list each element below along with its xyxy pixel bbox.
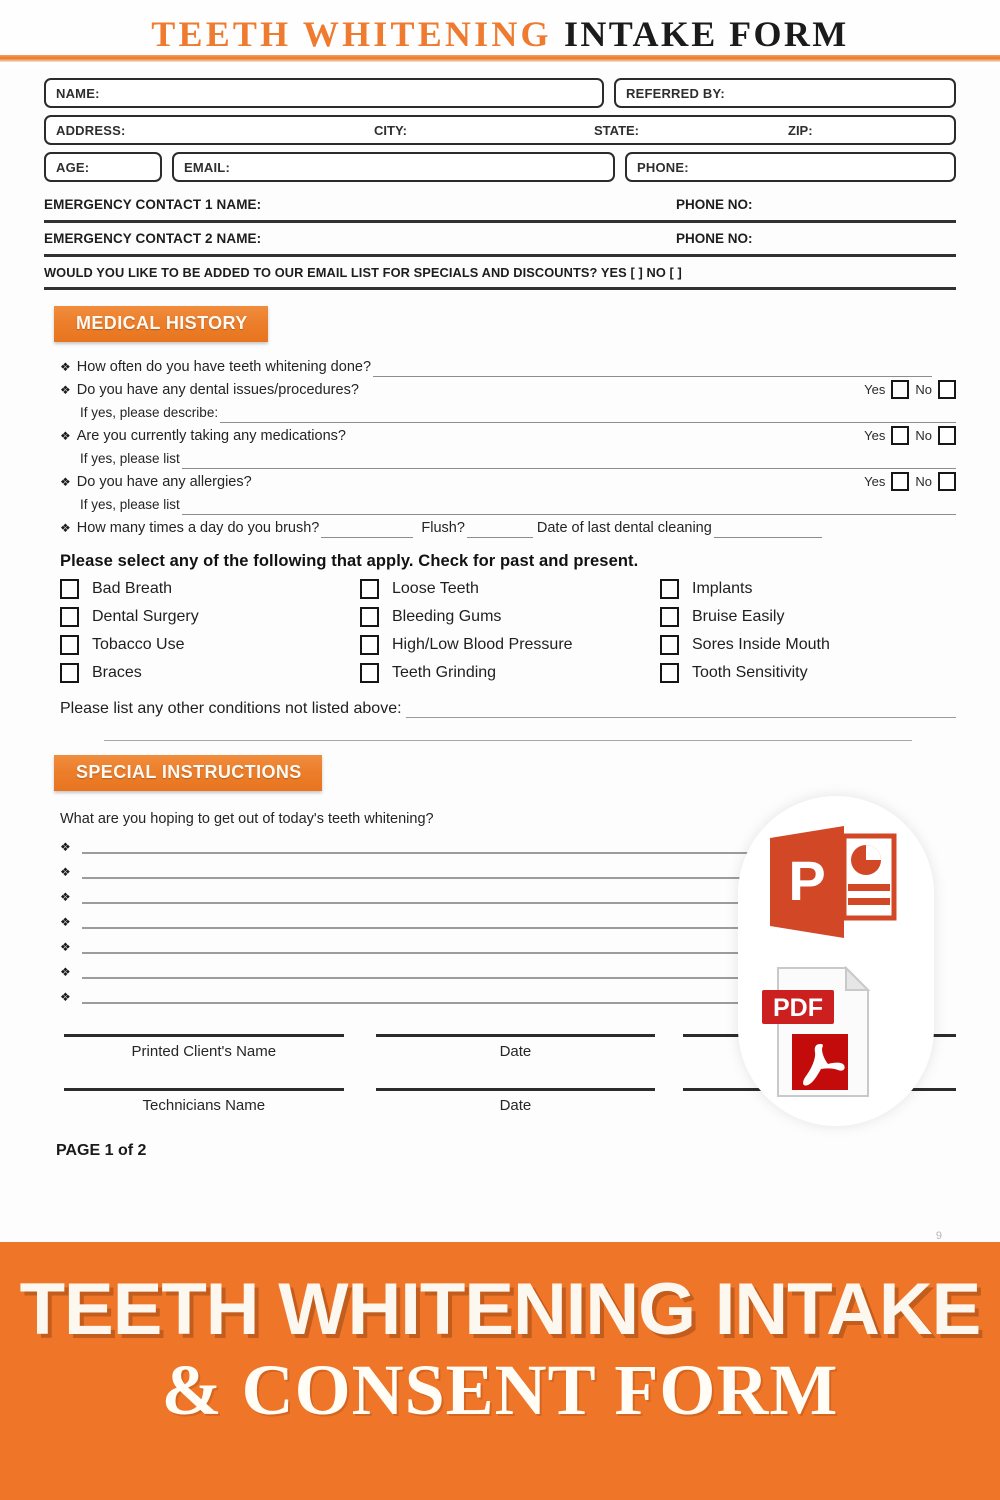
subquestion-label: If yes, please list [80, 451, 180, 466]
banner-line-2: & CONSENT FORM [161, 1350, 839, 1430]
name-row [44, 78, 956, 108]
yes-checkbox[interactable] [891, 380, 909, 399]
condition-item[interactable] [360, 607, 660, 627]
other-conditions-line[interactable] [406, 699, 956, 718]
signature-caption: Printed Client's Name [131, 1043, 277, 1060]
address-field[interactable] [44, 115, 956, 145]
condition-checkbox[interactable] [360, 607, 379, 627]
city-label: CITY: [374, 122, 407, 138]
yes-checkbox[interactable] [891, 426, 909, 445]
signature-cell[interactable] [64, 1088, 344, 1114]
email-list-opt-in-row[interactable] [44, 257, 956, 290]
signature-cell[interactable] [376, 1088, 656, 1114]
yes-no-group-medications [864, 426, 956, 445]
email-label: EMAIL: [184, 159, 230, 175]
condition-item[interactable] [360, 663, 660, 683]
condition-item[interactable] [360, 635, 660, 655]
conditions-checkbox-grid [60, 579, 956, 683]
question-medications [60, 423, 956, 446]
diamond-bullet-icon: ❖ [60, 429, 71, 443]
powerpoint-letter: P [788, 849, 826, 912]
condition-label: Bad Breath [92, 580, 173, 597]
age-field[interactable] [44, 152, 162, 182]
no-checkbox[interactable] [938, 472, 956, 491]
referred-by-label: REFERRED BY: [626, 85, 725, 101]
condition-label: Sores Inside Mouth [692, 636, 830, 653]
condition-label: Loose Teeth [392, 580, 479, 597]
slide-number: 9 [935, 1230, 942, 1242]
no-checkbox[interactable] [938, 426, 956, 445]
condition-checkbox[interactable] [660, 663, 679, 683]
other-conditions-label: Please list any other conditions not listed above: [60, 700, 402, 717]
signature-caption: Technicians Name [142, 1097, 266, 1114]
diamond-bullet-icon: ❖ [60, 890, 71, 904]
diamond-bullet-icon: ❖ [60, 840, 71, 854]
emergency-contact-1-phone-label: PHONE NO: [676, 197, 753, 212]
emergency-contact-2-label: EMERGENCY CONTACT 2 NAME: [44, 231, 262, 246]
page-title [151, 13, 848, 55]
yes-label: Yes [864, 382, 886, 397]
name-field[interactable] [44, 78, 604, 108]
diamond-bullet-icon: ❖ [60, 865, 71, 879]
condition-checkbox[interactable] [60, 579, 79, 599]
emergency-contact-2-phone-label: PHONE NO: [676, 231, 753, 246]
phone-field[interactable] [625, 152, 956, 182]
document-header [0, 0, 1000, 68]
section-header-medical-history: MEDICAL HISTORY [54, 306, 268, 342]
yes-checkbox[interactable] [891, 472, 909, 491]
answer-line-last-cleaning[interactable] [714, 521, 822, 538]
diamond-bullet-icon: ❖ [60, 360, 71, 374]
signature-caption: Date [499, 1097, 532, 1114]
condition-label: Bruise Easily [692, 608, 785, 625]
condition-checkbox[interactable] [60, 663, 79, 683]
subquestion-allergies-list [80, 492, 956, 515]
email-field[interactable] [172, 152, 615, 182]
condition-label: Tobacco Use [92, 636, 185, 653]
pdf-icon[interactable] [760, 962, 878, 1102]
signature-cell[interactable] [376, 1034, 656, 1060]
answer-line-flush[interactable] [467, 521, 533, 538]
question-label: Do you have any allergies? [76, 474, 252, 490]
emergency-contact-1-row[interactable] [44, 189, 956, 223]
condition-checkbox[interactable] [360, 635, 379, 655]
condition-item[interactable] [660, 579, 956, 599]
age-label: AGE: [56, 159, 90, 175]
page-indicator: PAGE 1 of 2 [56, 1142, 147, 1159]
diamond-bullet-icon: ❖ [60, 915, 71, 929]
answer-line[interactable] [182, 498, 956, 515]
subquestion-dental-issues-describe [80, 400, 956, 423]
other-conditions-row [60, 699, 956, 718]
no-label: No [915, 382, 932, 397]
emergency-contact-2-row[interactable] [44, 223, 956, 257]
address-row [44, 115, 956, 145]
diamond-bullet-icon: ❖ [60, 990, 71, 1004]
question-brush-flush-cleaning [60, 515, 956, 538]
page-title-black: INTAKE FORM [563, 14, 849, 54]
question-dental-issues [60, 377, 956, 400]
condition-item[interactable] [60, 607, 360, 627]
powerpoint-icon[interactable] [766, 822, 898, 942]
condition-checkbox[interactable] [660, 579, 679, 599]
zip-label: ZIP: [788, 122, 813, 138]
answer-line[interactable] [220, 406, 956, 423]
promo-banner [0, 1242, 1000, 1500]
section-header-special-instructions: SPECIAL INSTRUCTIONS [54, 755, 322, 791]
referred-by-field[interactable] [614, 78, 956, 108]
no-label: No [915, 474, 932, 489]
condition-checkbox[interactable] [660, 635, 679, 655]
no-label: No [915, 428, 932, 443]
signature-cell[interactable] [64, 1034, 344, 1060]
condition-label: Dental Surgery [92, 608, 199, 625]
pdf-label: PDF [773, 994, 823, 1022]
condition-item[interactable] [660, 635, 956, 655]
diamond-bullet-icon: ❖ [60, 521, 71, 535]
answer-line[interactable] [182, 452, 956, 469]
yes-label: Yes [864, 474, 886, 489]
email-list-question: WOULD YOU LIKE TO BE ADDED TO OUR EMAIL LIST FOR SPECIALS AND DISCOUNTS? YES [ ] NO [ ] [44, 264, 682, 280]
medical-history-questions [60, 354, 956, 538]
subquestion-medications-list [80, 446, 956, 469]
condition-item[interactable] [660, 663, 956, 683]
phone-label: PHONE: [637, 159, 689, 175]
age-email-phone-row [44, 152, 956, 182]
condition-item[interactable] [60, 579, 360, 599]
answer-line-brush[interactable] [321, 521, 413, 538]
section-separator [104, 740, 912, 741]
emergency-contact-1-label: EMERGENCY CONTACT 1 NAME: [44, 197, 262, 212]
signature-caption: Date [499, 1043, 532, 1060]
answer-line[interactable] [373, 360, 932, 377]
diamond-bullet-icon: ❖ [60, 965, 71, 979]
state-label: STATE: [594, 122, 640, 138]
question-allergies [60, 469, 956, 492]
condition-item[interactable] [60, 635, 360, 655]
condition-checkbox[interactable] [360, 663, 379, 683]
page-title-orange: TEETH WHITENING [151, 14, 552, 54]
condition-label: Bleeding Gums [392, 608, 502, 625]
no-checkbox[interactable] [938, 380, 956, 399]
condition-label: Braces [92, 664, 142, 681]
condition-item[interactable] [660, 607, 956, 627]
subquestion-label: If yes, please describe: [80, 405, 219, 420]
question-label: How often do you have teeth whitening done? [76, 359, 372, 375]
banner-line-1: TEETH WHITENING INTAKE [19, 1269, 981, 1350]
diamond-bullet-icon: ❖ [60, 383, 71, 397]
question-flush-label: Flush? [421, 520, 465, 536]
condition-item[interactable] [60, 663, 360, 683]
condition-label: High/Low Blood Pressure [392, 636, 573, 653]
condition-checkbox[interactable] [60, 607, 79, 627]
condition-checkbox[interactable] [360, 579, 379, 599]
question-brush-label: How many times a day do you brush? [76, 520, 320, 536]
name-label: NAME: [56, 85, 100, 101]
diamond-bullet-icon: ❖ [60, 475, 71, 489]
yes-label: Yes [864, 428, 886, 443]
question-label: Do you have any dental issues/procedures? [76, 382, 359, 398]
question-label: Are you currently taking any medications? [76, 428, 346, 444]
yes-no-group-dental-issues [864, 380, 956, 399]
condition-label: Tooth Sensitivity [692, 664, 808, 681]
condition-item[interactable] [360, 579, 660, 599]
condition-checkbox[interactable] [660, 607, 679, 627]
header-divider [0, 55, 1000, 62]
question-last-cleaning-label: Date of last dental cleaning [536, 520, 712, 536]
diamond-bullet-icon: ❖ [60, 940, 71, 954]
special-instructions-question: What are you hoping to get out of today's teeth whitening? [60, 811, 434, 827]
conditions-instruction: Please select any of the following that apply. Check for past and present. [60, 552, 639, 570]
condition-checkbox[interactable] [60, 635, 79, 655]
condition-label: Implants [692, 580, 753, 597]
subquestion-label: If yes, please list [80, 497, 180, 512]
condition-label: Teeth Grinding [392, 664, 497, 681]
yes-no-group-allergies [864, 472, 956, 491]
question-whitening-frequency [60, 354, 956, 377]
address-label: ADDRESS: [56, 122, 126, 138]
